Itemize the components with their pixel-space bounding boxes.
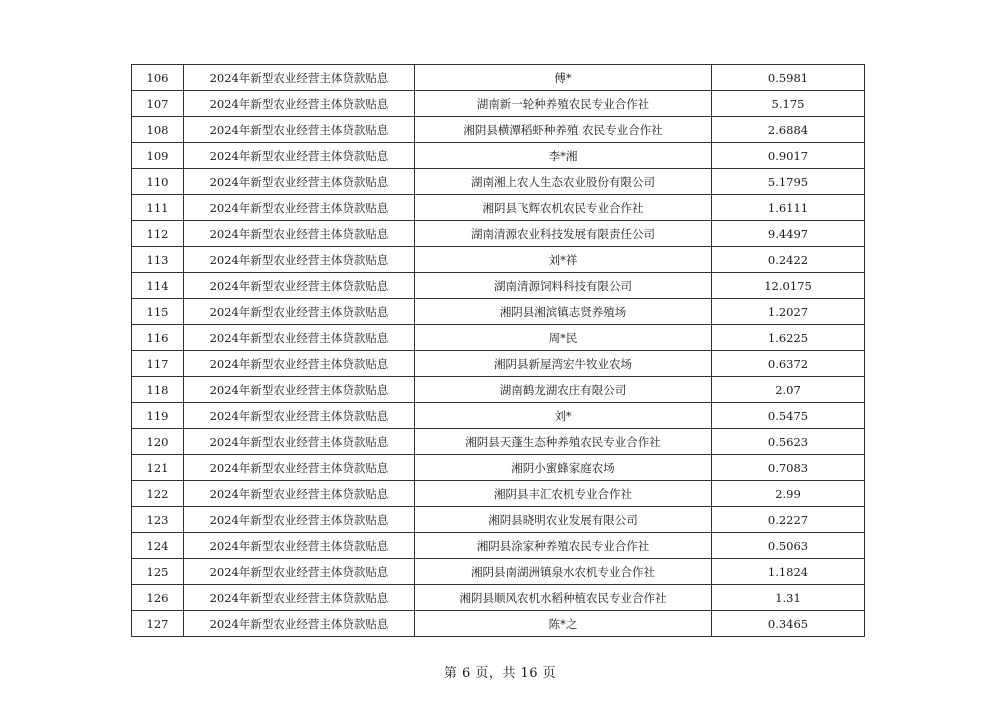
table-row (132, 455, 865, 481)
table-row (132, 65, 865, 91)
amount-cell: 5.1795 (712, 169, 865, 195)
table-row (132, 91, 865, 117)
project-cell: 2024年新型农业经营主体贷款贴息 (184, 429, 415, 455)
row-number-cell: 107 (132, 91, 184, 117)
project-cell: 2024年新型农业经营主体贷款贴息 (184, 611, 415, 637)
table-row (132, 429, 865, 455)
table-row (132, 611, 865, 637)
recipient-cell: 湘阴县飞辉农机农民专业合作社 (415, 195, 712, 221)
amount-cell: 0.9017 (712, 143, 865, 169)
amount-cell: 0.5063 (712, 533, 865, 559)
table-row (132, 247, 865, 273)
recipient-cell: 湘阴县天蓬生态种养殖农民专业合作社 (415, 429, 712, 455)
recipient-cell: 湖南清源农业科技发展有限责任公司 (415, 221, 712, 247)
row-number-cell: 111 (132, 195, 184, 221)
project-cell: 2024年新型农业经营主体贷款贴息 (184, 299, 415, 325)
recipient-cell: 湖南湘上农人生态农业股份有限公司 (415, 169, 712, 195)
amount-cell: 1.6225 (712, 325, 865, 351)
table-row (132, 481, 865, 507)
row-number-cell: 109 (132, 143, 184, 169)
amount-cell: 0.5475 (712, 403, 865, 429)
amount-cell: 0.5623 (712, 429, 865, 455)
recipient-cell: 湘阴县南湖洲镇泉水农机专业合作社 (415, 559, 712, 585)
project-cell: 2024年新型农业经营主体贷款贴息 (184, 481, 415, 507)
project-cell: 2024年新型农业经营主体贷款贴息 (184, 351, 415, 377)
amount-cell: 1.2027 (712, 299, 865, 325)
project-cell: 2024年新型农业经营主体贷款贴息 (184, 559, 415, 585)
project-cell: 2024年新型农业经营主体贷款贴息 (184, 403, 415, 429)
table-body (132, 65, 865, 637)
table-row (132, 403, 865, 429)
project-cell: 2024年新型农业经营主体贷款贴息 (184, 507, 415, 533)
table-row (132, 559, 865, 585)
project-cell: 2024年新型农业经营主体贷款贴息 (184, 169, 415, 195)
row-number-cell: 122 (132, 481, 184, 507)
amount-cell: 12.0175 (712, 273, 865, 299)
amount-cell: 9.4497 (712, 221, 865, 247)
recipient-cell: 刘*祥 (415, 247, 712, 273)
recipient-cell: 湖南鹤龙湖农庄有限公司 (415, 377, 712, 403)
recipient-cell: 刘* (415, 403, 712, 429)
row-number-cell: 124 (132, 533, 184, 559)
row-number-cell: 125 (132, 559, 184, 585)
amount-cell: 2.99 (712, 481, 865, 507)
row-number-cell: 110 (132, 169, 184, 195)
row-number-cell: 119 (132, 403, 184, 429)
project-cell: 2024年新型农业经营主体贷款贴息 (184, 455, 415, 481)
row-number-cell: 114 (132, 273, 184, 299)
project-cell: 2024年新型农业经营主体贷款贴息 (184, 143, 415, 169)
page-number: 第 6 页，共 16 页 (443, 666, 557, 681)
amount-cell: 2.07 (712, 377, 865, 403)
amount-cell: 5.175 (712, 91, 865, 117)
amount-cell: 0.6372 (712, 351, 865, 377)
project-cell: 2024年新型农业经营主体贷款贴息 (184, 325, 415, 351)
row-number-cell: 121 (132, 455, 184, 481)
row-number-cell: 127 (132, 611, 184, 637)
table-row (132, 299, 865, 325)
row-number-cell: 108 (132, 117, 184, 143)
amount-cell: 0.3465 (712, 611, 865, 637)
table-row (132, 507, 865, 533)
row-number-cell: 113 (132, 247, 184, 273)
recipient-cell: 湘阴县涂家种养殖农民专业合作社 (415, 533, 712, 559)
amount-cell: 0.2227 (712, 507, 865, 533)
recipient-cell: 湘阴县丰汇农机专业合作社 (415, 481, 712, 507)
amount-cell: 0.2422 (712, 247, 865, 273)
row-number-cell: 120 (132, 429, 184, 455)
row-number-cell: 117 (132, 351, 184, 377)
amount-cell: 0.5981 (712, 65, 865, 91)
amount-cell: 1.31 (712, 585, 865, 611)
amount-cell: 1.6111 (712, 195, 865, 221)
amount-cell: 1.1824 (712, 559, 865, 585)
row-number-cell: 112 (132, 221, 184, 247)
table-row (132, 143, 865, 169)
recipient-cell: 湘阴县晓明农业发展有限公司 (415, 507, 712, 533)
project-cell: 2024年新型农业经营主体贷款贴息 (184, 117, 415, 143)
recipient-cell: 湘阴县顺风农机水稻种植农民专业合作社 (415, 585, 712, 611)
project-cell: 2024年新型农业经营主体贷款贴息 (184, 221, 415, 247)
table-row (132, 585, 865, 611)
recipient-cell: 湖南清源饲料科技有限公司 (415, 273, 712, 299)
table-row (132, 117, 865, 143)
table-row (132, 533, 865, 559)
recipient-cell: 湘阴小蜜蜂家庭农场 (415, 455, 712, 481)
table-row (132, 325, 865, 351)
row-number-cell: 123 (132, 507, 184, 533)
recipient-cell: 周*民 (415, 325, 712, 351)
project-cell: 2024年新型农业经营主体贷款贴息 (184, 585, 415, 611)
project-cell: 2024年新型农业经营主体贷款贴息 (184, 91, 415, 117)
subsidy-table (131, 64, 865, 637)
recipient-cell: 湘阴县湘滨镇志贤养殖场 (415, 299, 712, 325)
amount-cell: 0.7083 (712, 455, 865, 481)
row-number-cell: 106 (132, 65, 184, 91)
row-number-cell: 116 (132, 325, 184, 351)
amount-cell: 2.6884 (712, 117, 865, 143)
project-cell: 2024年新型农业经营主体贷款贴息 (184, 247, 415, 273)
project-cell: 2024年新型农业经营主体贷款贴息 (184, 533, 415, 559)
table-row (132, 351, 865, 377)
project-cell: 2024年新型农业经营主体贷款贴息 (184, 195, 415, 221)
project-cell: 2024年新型农业经营主体贷款贴息 (184, 377, 415, 403)
recipient-cell: 湘阴县新屋湾宏牛牧业农场 (415, 351, 712, 377)
table-row (132, 377, 865, 403)
row-number-cell: 126 (132, 585, 184, 611)
project-cell: 2024年新型农业经营主体贷款贴息 (184, 65, 415, 91)
row-number-cell: 115 (132, 299, 184, 325)
table-row (132, 169, 865, 195)
recipient-cell: 李*湘 (415, 143, 712, 169)
table-row (132, 273, 865, 299)
recipient-cell: 傅* (415, 65, 712, 91)
recipient-cell: 湖南新一轮种养殖农民专业合作社 (415, 91, 712, 117)
recipient-cell: 陈*之 (415, 611, 712, 637)
recipient-cell: 湘阴县横潭稻虾种养殖 农民专业合作社 (415, 117, 712, 143)
project-cell: 2024年新型农业经营主体贷款贴息 (184, 273, 415, 299)
row-number-cell: 118 (132, 377, 184, 403)
table-row (132, 195, 865, 221)
table-row (132, 221, 865, 247)
